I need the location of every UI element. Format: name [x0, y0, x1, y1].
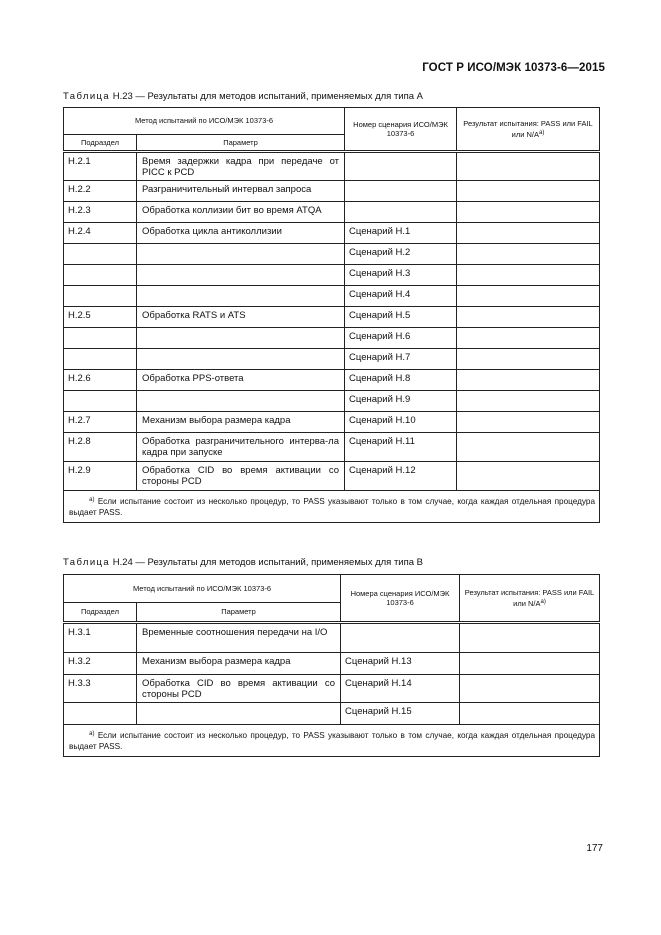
result-cell: [457, 391, 600, 412]
result-cell: [457, 202, 600, 223]
scenario-cell: Сценарий H.6: [345, 328, 457, 349]
parameter-cell: [137, 391, 345, 412]
subsection-cell: H.2.6: [64, 370, 137, 391]
result-cell: [460, 653, 600, 675]
result-cell: [457, 433, 600, 462]
table-footnote: $^{a)}$ Если испытание состоит из несколько процедур, то PASS указывают только в том случае, когда каждая отдельная процедура выдает PASS.: [64, 725, 600, 757]
table-row: [64, 223, 600, 244]
result-cell: [457, 244, 600, 265]
header-scenario: Номера сценария ИСО/МЭК 10373-6: [341, 575, 460, 623]
parameter-cell: [137, 244, 345, 265]
result-cell: [457, 412, 600, 433]
result-cell: [457, 370, 600, 391]
subsection-cell: H.2.9: [64, 462, 137, 491]
header-result: Результат испытания: PASS или FAIL или $N/A^{a)}$: [460, 575, 600, 623]
caption-prefix: Таблица: [63, 91, 111, 102]
parameter-cell: Обработка PPS-ответа: [137, 370, 345, 391]
scenario-cell: Сценарий H.7: [345, 349, 457, 370]
table-row: [64, 653, 600, 675]
parameter-cell: Обработка цикла антиколлизии: [137, 223, 345, 244]
table-row: [64, 286, 600, 307]
result-cell: [460, 703, 600, 725]
subsection-cell: H.2.1: [64, 152, 137, 181]
parameter-cell: Обработка RATS и ATS: [137, 307, 345, 328]
subsection-cell: H.2.4: [64, 223, 137, 244]
scenario-cell: Сценарий H.11: [345, 433, 457, 462]
scenario-cell: [341, 623, 460, 653]
header-parameter: Параметр: [137, 135, 345, 152]
results-table-type-a: [63, 107, 600, 523]
scenario-cell: [345, 152, 457, 181]
parameter-cell: [137, 703, 341, 725]
parameter-cell: [137, 286, 345, 307]
header-parameter: Параметр: [137, 603, 341, 623]
table-row: [64, 265, 600, 286]
table-caption-h24: [63, 557, 423, 568]
subsection-cell: [64, 349, 137, 370]
scenario-cell: Сценарий H.8: [345, 370, 457, 391]
table-row: [64, 675, 600, 703]
parameter-cell: Механизм выбора размера кадра: [137, 653, 341, 675]
scenario-cell: Сценарий H.12: [345, 462, 457, 491]
parameter-cell: [137, 328, 345, 349]
parameter-cell: Механизм выбора размера кадра: [137, 412, 345, 433]
result-cell: [457, 223, 600, 244]
table-row: [64, 244, 600, 265]
subsection-cell: H.2.3: [64, 202, 137, 223]
parameter-cell: [137, 265, 345, 286]
header-scenario: Номер сценария ИСО/МЭК 10373-6: [345, 108, 457, 152]
scenario-cell: [345, 202, 457, 223]
table-row: [64, 307, 600, 328]
results-table-type-b: [63, 574, 600, 757]
table-row: [64, 349, 600, 370]
document-code: ГОСТ Р ИСО/МЭК 10373-6—2015: [422, 62, 605, 74]
table-row: [64, 462, 600, 491]
result-cell: [457, 152, 600, 181]
result-cell: [457, 286, 600, 307]
subsection-cell: H.3.2: [64, 653, 137, 675]
footnote-row: [64, 725, 600, 757]
subsection-cell: H.2.5: [64, 307, 137, 328]
scenario-cell: [345, 181, 457, 202]
parameter-cell: [137, 349, 345, 370]
header-result: Результат испытания: PASS или FAIL или $N/A^{a)}$: [457, 108, 600, 152]
subsection-cell: [64, 286, 137, 307]
scenario-cell: Сценарий H.4: [345, 286, 457, 307]
header-method: Метод испытаний по ИСО/МЭК 10373-6: [64, 575, 341, 603]
table-row: [64, 623, 600, 653]
subsection-cell: H.2.8: [64, 433, 137, 462]
subsection-cell: [64, 703, 137, 725]
scenario-cell: Сценарий H.15: [341, 703, 460, 725]
caption-prefix: Таблица: [63, 557, 111, 568]
table-row: [64, 433, 600, 462]
scenario-cell: Сценарий H.10: [345, 412, 457, 433]
parameter-cell: Обработка CID во время активации со стороны PCD: [137, 462, 345, 491]
table-footnote: $^{a)}$ Если испытание состоит из несколько процедур, то PASS указывают только в том случае, когда каждая отдельная процедура выдает PASS.: [64, 491, 600, 523]
footnote-row: [64, 491, 600, 523]
subsection-cell: [64, 328, 137, 349]
table-row: [64, 370, 600, 391]
page-number: 177: [586, 843, 603, 854]
result-cell: [457, 462, 600, 491]
scenario-cell: Сценарий H.9: [345, 391, 457, 412]
result-cell: [457, 328, 600, 349]
result-cell: [457, 307, 600, 328]
subsection-cell: H.2.2: [64, 181, 137, 202]
subsection-cell: [64, 244, 137, 265]
subsection-cell: [64, 265, 137, 286]
result-cell: [457, 349, 600, 370]
caption-text: H.24 — Результаты для методов испытаний, применяемых для типа B: [112, 557, 424, 568]
parameter-cell: Время задержки кадра при передаче от PICC к PCD: [137, 152, 345, 181]
subsection-cell: [64, 391, 137, 412]
parameter-cell: Обработка коллизии бит во время ATQA: [137, 202, 345, 223]
scenario-cell: Сценарий H.1: [345, 223, 457, 244]
subsection-cell: H.3.1: [64, 623, 137, 653]
table-row: [64, 328, 600, 349]
scenario-cell: Сценарий H.13: [341, 653, 460, 675]
header-subsection: Подраздел: [64, 603, 137, 623]
scenario-cell: Сценарий H.3: [345, 265, 457, 286]
table-row: [64, 412, 600, 433]
header-method: Метод испытаний по ИСО/МЭК 10373-6: [64, 108, 345, 135]
result-cell: [457, 181, 600, 202]
parameter-cell: Обработка разграничительного интерва-ла кадра при запуске: [137, 433, 345, 462]
scenario-cell: Сценарий H.2: [345, 244, 457, 265]
table-row: [64, 152, 600, 181]
result-cell: [457, 265, 600, 286]
result-cell: [460, 623, 600, 653]
table-row: [64, 181, 600, 202]
table-row: [64, 202, 600, 223]
subsection-cell: H.2.7: [64, 412, 137, 433]
parameter-cell: Временные соотношения передачи на I/O: [137, 623, 341, 653]
header-subsection: Подраздел: [64, 135, 137, 152]
scenario-cell: Сценарий H.5: [345, 307, 457, 328]
subsection-cell: H.3.3: [64, 675, 137, 703]
parameter-cell: Разграничительный интервал запроса: [137, 181, 345, 202]
table-row: [64, 391, 600, 412]
table-row: [64, 703, 600, 725]
caption-text: H.23 — Результаты для методов испытаний, применяемых для типа A: [112, 91, 424, 102]
parameter-cell: Обработка CID во время активации со стороны PCD: [137, 675, 341, 703]
table-caption-h23: [63, 91, 423, 102]
scenario-cell: Сценарий H.14: [341, 675, 460, 703]
result-cell: [460, 675, 600, 703]
